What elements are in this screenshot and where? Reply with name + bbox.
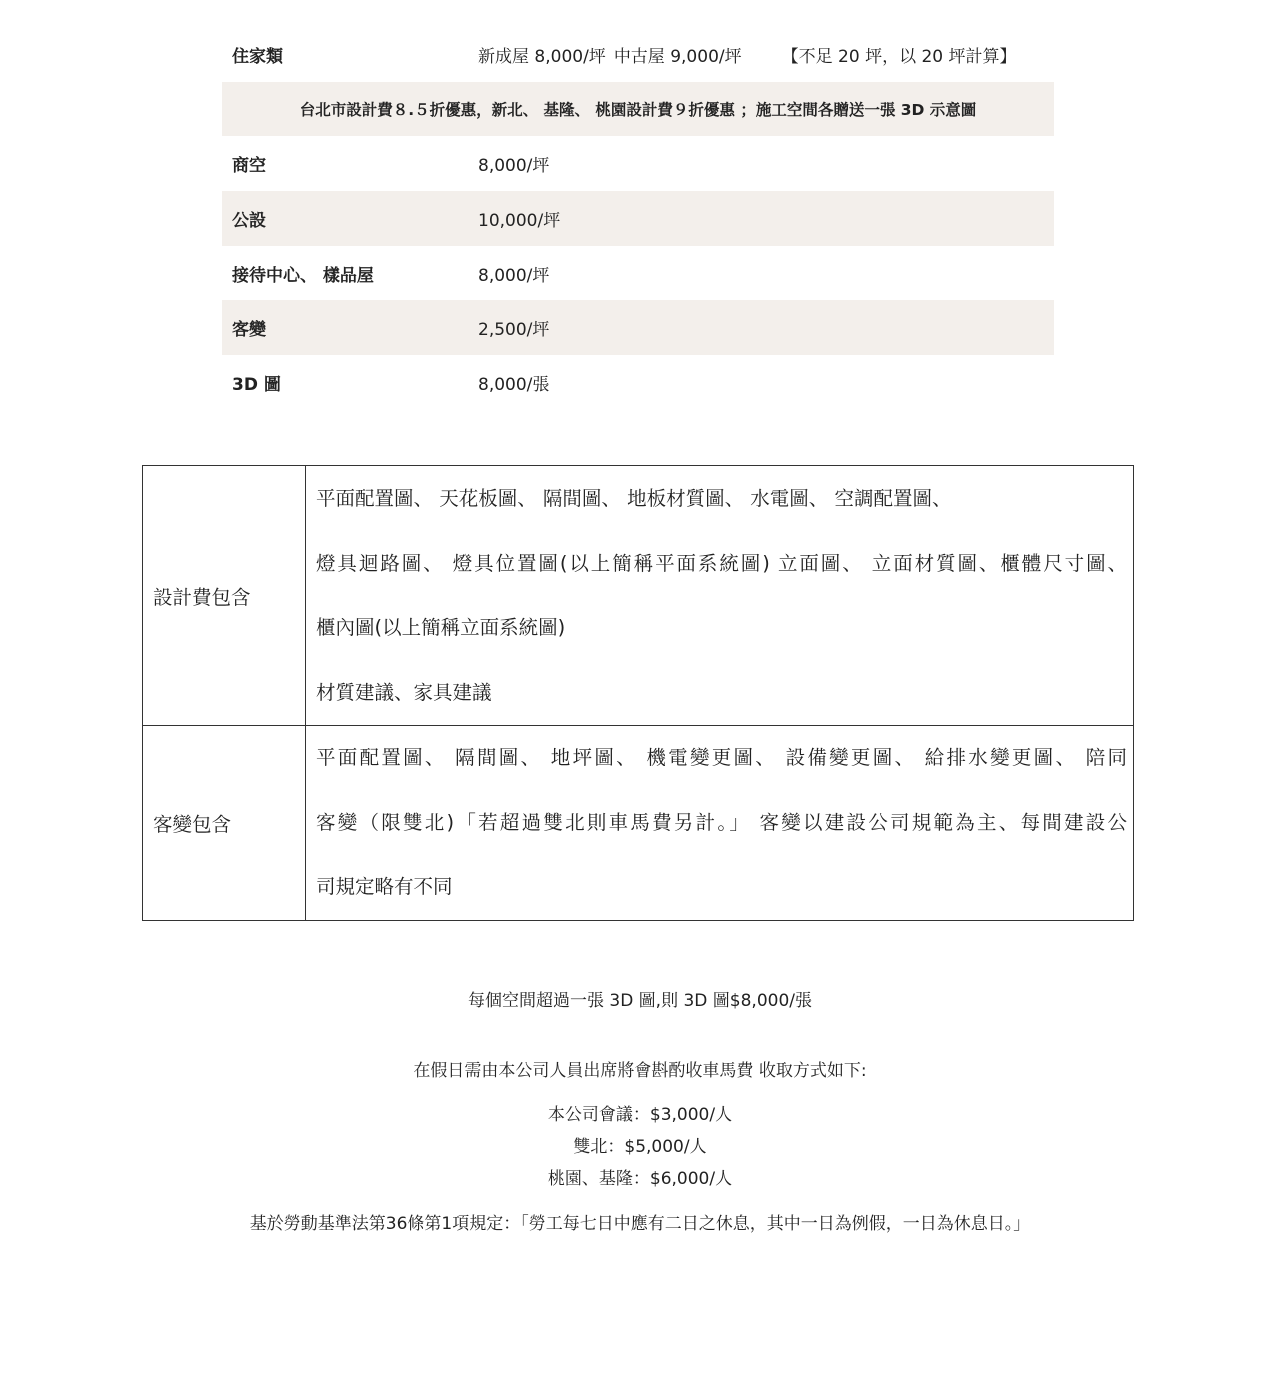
price-value-used: 中古屋 9,000/坪 (613, 46, 742, 67)
scope-head-design: 設計費包含 (143, 466, 306, 726)
price-value: 2,500/坪 (478, 320, 550, 341)
price-label: 公設 (232, 210, 266, 231)
scope-table (142, 465, 1134, 921)
price-label: 商空 (232, 156, 266, 177)
price-value: 8,000/坪 (478, 265, 550, 286)
price-value: 10,000/坪 (478, 210, 561, 231)
scope-body-design (306, 466, 1134, 726)
promo-banner (222, 82, 1054, 137)
price-row-residential (222, 27, 1054, 82)
scope-head-change: 客變包含 (143, 726, 306, 921)
price-row-3d (222, 355, 1054, 410)
scope-line: 客變（限雙北)「若超過雙北則車馬費另計。」 客變以建設公司規範為主、每間建設公 (316, 810, 1127, 834)
price-value: 8,000/張 (478, 374, 550, 395)
promo-text: 台北市設計費８.５折優惠，新北、 基隆、 桃園設計費９折優惠 ；施工空間各贈送一張 3D 示意圖 (299, 101, 977, 120)
scope-line: 材質建議、家具建議 (316, 680, 492, 704)
price-value (478, 42, 1017, 67)
holiday-fee-intro: 在假日需由本公司人員出席將會斟酌收車馬費 收取方式如下: (413, 1061, 867, 1081)
scope-line: 燈具迴路圖、 燈具位置圖(以上簡稱平面系統圖) 立面圖、 立面材質圖、櫃體尺寸圖、 (316, 551, 1127, 575)
price-table (222, 27, 1054, 410)
price-label: 住家類 (232, 46, 283, 67)
fee-taoyuan-keelung: 桃園、基隆：$6,000/人 (547, 1169, 733, 1189)
fee-taipei: 雙北：$5,000/人 (573, 1137, 707, 1157)
scope-line: 平面配置圖、 隔間圖、 地坪圖、 機電變更圖、 設備變更圖、 給排水變更圖、 陪同 (316, 746, 1127, 769)
price-value-new: 新成屋 8,000/坪 (478, 46, 606, 67)
fee-meeting: 本公司會議：$3,000/人 (547, 1105, 733, 1125)
price-label: 3D 圖 (232, 374, 281, 395)
scope-line: 平面配置圖、 天花板圖、 隔間圖、 地板材質圖、 水電圖、 空調配置圖、 (316, 487, 952, 510)
price-label: 客變 (232, 320, 266, 341)
price-note: 【不足 20 坪，以 20 坪計算】 (781, 46, 1017, 67)
scope-row-change (143, 726, 1134, 921)
price-row-commercial (222, 136, 1054, 191)
price-row-change (222, 300, 1054, 355)
scope-row-design (143, 466, 1134, 726)
extra-3d-note: 每個空間超過一張 3D 圖,則 3D 圖$8,000/張 (467, 991, 813, 1011)
labor-law-note: 基於勞動基準法第36條第1項規定：「勞工每七日中應有二日之休息，其中一日為例假，一日為休息日。」 (249, 1214, 1031, 1234)
price-label: 接待中心、 樣品屋 (232, 265, 374, 286)
scope-body-change (306, 726, 1134, 921)
scope-line: 司規定略有不同 (316, 875, 453, 898)
price-row-reception (222, 246, 1054, 301)
price-row-public (222, 191, 1054, 246)
scope-line: 櫃內圖(以上簡稱立面系統圖) (316, 616, 566, 639)
price-value: 8,000/坪 (478, 156, 550, 177)
